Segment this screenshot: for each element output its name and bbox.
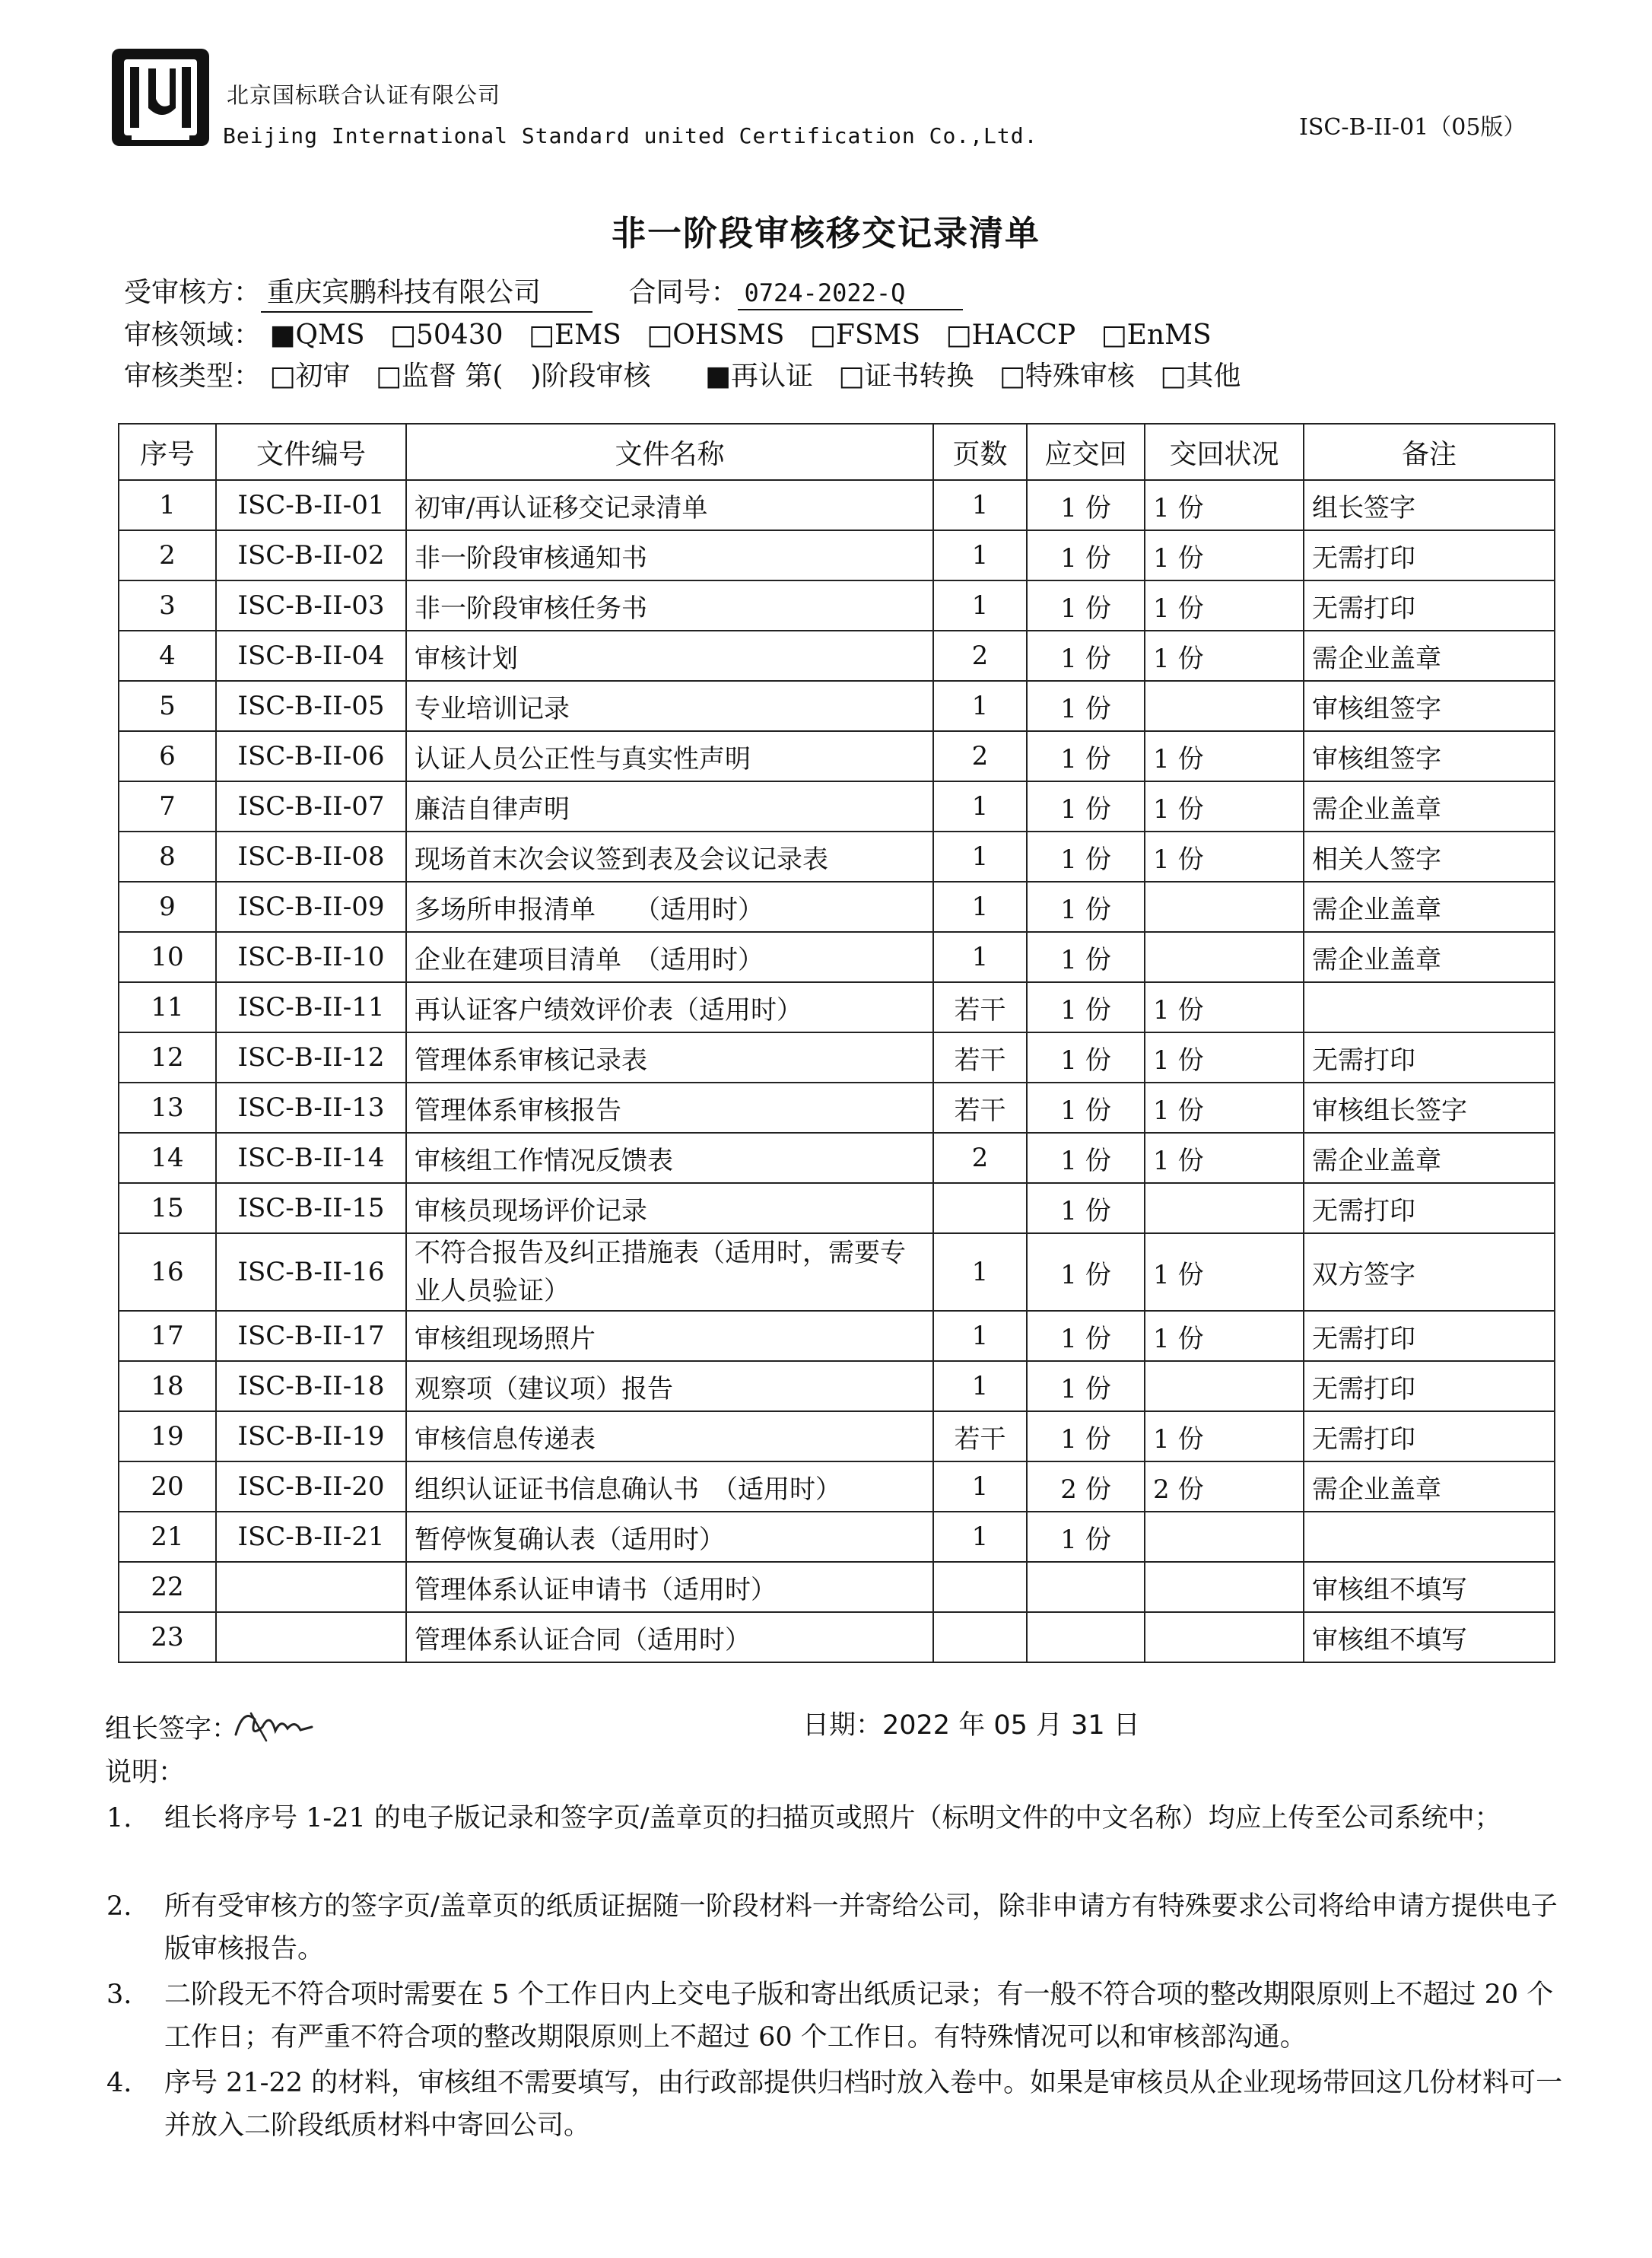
cell-remarks — [1304, 982, 1555, 1032]
cell-no: 11 — [119, 982, 216, 1032]
table-row — [119, 530, 1555, 580]
cell-file-name: 暂停恢复确认表（适用时） — [406, 1512, 933, 1562]
cell-remarks: 双方签字 — [1304, 1233, 1555, 1311]
cell-remarks: 需企业盖章 — [1304, 1133, 1555, 1183]
cell-returned — [1145, 1562, 1304, 1612]
cell-pages: 1 — [933, 1461, 1027, 1512]
cell-file-name: 初审/再认证移交记录清单 — [406, 480, 933, 530]
cell-file-name: 非一阶段审核通知书 — [406, 530, 933, 580]
domain-option: ■QMS — [269, 320, 365, 351]
cell-file-code: ISC-B-II-02 — [216, 530, 406, 580]
cell-no: 23 — [119, 1612, 216, 1662]
cell-file-name: 认证人员公正性与真实性声明 — [406, 731, 933, 781]
cell-remarks — [1304, 1512, 1555, 1562]
cell-returned: 1 份 — [1145, 1032, 1304, 1083]
table-row — [119, 982, 1555, 1032]
note-item — [106, 1885, 1567, 1970]
cell-due: 1 份 — [1027, 1133, 1145, 1183]
cell-remarks: 无需打印 — [1304, 530, 1555, 580]
cell-no: 10 — [119, 932, 216, 982]
cell-due: 1 份 — [1027, 1311, 1145, 1361]
table-row — [119, 1612, 1555, 1662]
cell-no: 19 — [119, 1411, 216, 1461]
contract-value: 0724-2022-Q — [738, 278, 963, 310]
cell-due: 1 份 — [1027, 1083, 1145, 1133]
cell-file-name: 审核组现场照片 — [406, 1311, 933, 1361]
cell-no: 16 — [119, 1233, 216, 1311]
note-item — [106, 2062, 1567, 2147]
auditee-value: 重庆宾鹏科技有限公司 — [261, 271, 592, 313]
table-row — [119, 1461, 1555, 1512]
cell-due: 1 份 — [1027, 731, 1145, 781]
cell-pages: 1 — [933, 781, 1027, 832]
cell-file-code: ISC-B-II-07 — [216, 781, 406, 832]
note-number: 4. — [106, 2068, 132, 2098]
document-code: ISC-B-II-01（05版） — [1299, 114, 1527, 141]
note-text: 二阶段无不符合项时需要在 5 个工作日内上交电子版和寄出纸质记录；有一般不符合项的整改期限原则上不超过 20 个工作日；有严重不符合项的整改期限原则上不超过 60 个工作日。有特殊情况可以和审核部沟通。 — [164, 1980, 1554, 2053]
cell-due: 1 份 — [1027, 681, 1145, 731]
cell-due: 1 份 — [1027, 932, 1145, 982]
cell-file-name: 审核信息传递表 — [406, 1411, 933, 1461]
cell-remarks: 无需打印 — [1304, 1311, 1555, 1361]
cell-pages: 1 — [933, 1233, 1027, 1311]
cell-pages — [933, 1183, 1027, 1233]
cell-pages: 若干 — [933, 1032, 1027, 1083]
domain-option: □HACCP — [945, 320, 1076, 351]
cell-file-name: 管理体系认证申请书（适用时） — [406, 1562, 933, 1612]
cell-file-name: 组织认证证书信息确认书 （适用时） — [406, 1461, 933, 1512]
cell-file-code: ISC-B-II-13 — [216, 1083, 406, 1133]
audit-type-line — [124, 355, 1257, 393]
cell-pages: 1 — [933, 882, 1027, 932]
cell-remarks: 无需打印 — [1304, 580, 1555, 631]
cell-no: 22 — [119, 1562, 216, 1612]
cell-remarks: 审核组不填写 — [1304, 1562, 1555, 1612]
contract-label: 合同号： — [628, 277, 739, 308]
cell-pages: 2 — [933, 731, 1027, 781]
cell-file-code: ISC-B-II-14 — [216, 1133, 406, 1183]
cell-remarks: 无需打印 — [1304, 1032, 1555, 1083]
cell-file-code: ISC-B-II-09 — [216, 882, 406, 932]
cell-file-code: ISC-B-II-11 — [216, 982, 406, 1032]
cell-due: 1 份 — [1027, 1361, 1145, 1411]
cell-file-name: 审核组工作情况反馈表 — [406, 1133, 933, 1183]
cell-file-name: 多场所申报清单 （适用时） — [406, 882, 933, 932]
cell-no: 18 — [119, 1361, 216, 1411]
cell-returned: 1 份 — [1145, 982, 1304, 1032]
cell-remarks: 需企业盖章 — [1304, 882, 1555, 932]
table-row — [119, 1083, 1555, 1133]
cell-file-code — [216, 1612, 406, 1662]
note-text: 序号 21-22 的材料，审核组不需要填写，由行政部提供归档时放入卷中。如果是审核员从企业现场带回这几份材料可一并放入二阶段纸质材料中寄回公司。 — [164, 2068, 1563, 2141]
col-header-remarks: 备注 — [1304, 424, 1555, 480]
table-row — [119, 1032, 1555, 1083]
table-header-row — [119, 424, 1555, 480]
company-logo — [109, 46, 212, 149]
cell-returned — [1145, 1183, 1304, 1233]
note-item — [106, 1797, 1567, 1840]
cell-no: 12 — [119, 1032, 216, 1083]
cell-no: 15 — [119, 1183, 216, 1233]
cell-pages: 1 — [933, 832, 1027, 882]
cell-returned: 1 份 — [1145, 1411, 1304, 1461]
cell-no: 21 — [119, 1512, 216, 1562]
cell-returned — [1145, 932, 1304, 982]
cell-returned: 1 份 — [1145, 1233, 1304, 1311]
table-row — [119, 631, 1555, 681]
cell-remarks: 组长签字 — [1304, 480, 1555, 530]
cell-file-code: ISC-B-II-21 — [216, 1512, 406, 1562]
cell-file-name: 审核员现场评价记录 — [406, 1183, 933, 1233]
cell-file-code: ISC-B-II-10 — [216, 932, 406, 982]
cell-returned: 1 份 — [1145, 1133, 1304, 1183]
cell-remarks: 审核组不填写 — [1304, 1612, 1555, 1662]
cell-no: 6 — [119, 731, 216, 781]
cell-pages: 1 — [933, 530, 1027, 580]
cell-due: 1 份 — [1027, 1032, 1145, 1083]
cell-pages: 1 — [933, 1512, 1027, 1562]
cell-file-code: ISC-B-II-15 — [216, 1183, 406, 1233]
cell-no: 1 — [119, 480, 216, 530]
table-row — [119, 731, 1555, 781]
cell-due: 1 份 — [1027, 480, 1145, 530]
cell-returned: 1 份 — [1145, 530, 1304, 580]
cell-pages — [933, 1562, 1027, 1612]
cell-returned: 1 份 — [1145, 580, 1304, 631]
cell-returned — [1145, 882, 1304, 932]
table-row — [119, 480, 1555, 530]
cell-file-code: ISC-B-II-12 — [216, 1032, 406, 1083]
cell-remarks: 无需打印 — [1304, 1411, 1555, 1461]
cell-file-code: ISC-B-II-04 — [216, 631, 406, 681]
cell-pages: 1 — [933, 932, 1027, 982]
note-number: 3. — [106, 1980, 132, 2010]
cell-file-name: 不符合报告及纠正措施表（适用时，需要专业人员验证） — [406, 1233, 933, 1311]
table-row — [119, 832, 1555, 882]
type-label: 审核类型： — [124, 361, 262, 392]
cell-no: 13 — [119, 1083, 216, 1133]
cell-returned: 1 份 — [1145, 731, 1304, 781]
cell-file-code: ISC-B-II-17 — [216, 1311, 406, 1361]
type-option: ■再认证 — [704, 361, 813, 392]
cell-returned — [1145, 1361, 1304, 1411]
cell-pages — [933, 1612, 1027, 1662]
cell-pages: 1 — [933, 480, 1027, 530]
cell-due: 1 份 — [1027, 1411, 1145, 1461]
cell-file-name: 管理体系审核记录表 — [406, 1032, 933, 1083]
date: 日期：2022 年 05 月 31 日 — [802, 1710, 1140, 1741]
note-item — [106, 1973, 1567, 2059]
cell-no: 20 — [119, 1461, 216, 1512]
table-row — [119, 1183, 1555, 1233]
cell-due — [1027, 1562, 1145, 1612]
type-option: □其他 — [1160, 361, 1241, 392]
cell-pages: 若干 — [933, 982, 1027, 1032]
cell-file-name: 管理体系审核报告 — [406, 1083, 933, 1133]
cell-file-code: ISC-B-II-20 — [216, 1461, 406, 1512]
type-option: □初审 — [269, 361, 351, 392]
type-option: □特殊审核 — [999, 361, 1135, 392]
table-row — [119, 681, 1555, 731]
leader-signature-label: 组长签字： — [105, 1714, 239, 1744]
cell-file-code: ISC-B-II-18 — [216, 1361, 406, 1411]
note-text: 所有受审核方的签字页/盖章页的纸质证据随一阶段材料一并寄给公司，除非申请方有特殊要求公司将给申请方提供电子版审核报告。 — [164, 1891, 1558, 1964]
cell-file-name: 再认证客户绩效评价表（适用时） — [406, 982, 933, 1032]
cell-file-code: ISC-B-II-19 — [216, 1411, 406, 1461]
cell-file-code: ISC-B-II-01 — [216, 480, 406, 530]
cell-file-code: ISC-B-II-08 — [216, 832, 406, 882]
auditee-line — [124, 271, 963, 313]
cell-file-name: 审核计划 — [406, 631, 933, 681]
cell-due: 1 份 — [1027, 580, 1145, 631]
domain-option: □OHSMS — [647, 320, 785, 351]
cell-remarks: 需企业盖章 — [1304, 1461, 1555, 1512]
cell-remarks: 审核组签字 — [1304, 681, 1555, 731]
col-header-returned: 交回状况 — [1145, 424, 1304, 480]
cell-returned — [1145, 681, 1304, 731]
cell-returned: 1 份 — [1145, 832, 1304, 882]
cell-pages: 1 — [933, 1361, 1027, 1411]
cell-no: 17 — [119, 1311, 216, 1361]
cell-due: 1 份 — [1027, 1512, 1145, 1562]
table-row — [119, 781, 1555, 832]
domain-option: □EnMS — [1101, 320, 1212, 351]
table-row — [119, 1233, 1555, 1311]
cell-file-code: ISC-B-II-06 — [216, 731, 406, 781]
company-name-cn: 北京国标联合认证有限公司 — [227, 82, 501, 108]
cell-pages: 1 — [933, 1311, 1027, 1361]
cell-returned: 1 份 — [1145, 631, 1304, 681]
type-option: □监督 第( )阶段审核 — [375, 361, 651, 392]
note-number: 1. — [106, 1803, 132, 1833]
cell-file-code: ISC-B-II-16 — [216, 1233, 406, 1311]
cell-remarks: 相关人签字 — [1304, 832, 1555, 882]
handwritten-signature — [228, 1697, 319, 1750]
cell-no: 7 — [119, 781, 216, 832]
domain-option: □EMS — [528, 320, 621, 351]
cell-pages: 1 — [933, 580, 1027, 631]
cell-pages: 若干 — [933, 1411, 1027, 1461]
cell-no: 14 — [119, 1133, 216, 1183]
handover-record-table — [118, 423, 1555, 1663]
cell-due: 1 份 — [1027, 631, 1145, 681]
domain-label: 审核领域： — [124, 320, 262, 351]
table-row — [119, 882, 1555, 932]
note-number: 2. — [106, 1891, 132, 1922]
table-row — [119, 1361, 1555, 1411]
cell-due: 1 份 — [1027, 1183, 1145, 1233]
cell-file-name: 现场首末次会议签到表及会议记录表 — [406, 832, 933, 882]
cell-file-name: 专业培训记录 — [406, 681, 933, 731]
cell-no: 9 — [119, 882, 216, 932]
cell-due: 1 份 — [1027, 530, 1145, 580]
cell-pages: 2 — [933, 631, 1027, 681]
table-row — [119, 580, 1555, 631]
col-header-file-name: 文件名称 — [406, 424, 933, 480]
notes-title: 说明： — [105, 1757, 186, 1788]
audit-domain-line — [124, 313, 1228, 352]
cell-returned: 2 份 — [1145, 1461, 1304, 1512]
cell-file-name: 企业在建项目清单 （适用时） — [406, 932, 933, 982]
table-row — [119, 1411, 1555, 1461]
cell-returned: 1 份 — [1145, 1311, 1304, 1361]
table-row — [119, 1311, 1555, 1361]
col-header-no: 序号 — [119, 424, 216, 480]
cell-due: 1 份 — [1027, 1233, 1145, 1311]
cell-file-name: 廉洁自律声明 — [406, 781, 933, 832]
cell-pages: 若干 — [933, 1083, 1027, 1133]
cell-no: 4 — [119, 631, 216, 681]
cell-due: 1 份 — [1027, 781, 1145, 832]
cell-returned: 1 份 — [1145, 480, 1304, 530]
cell-file-name: 观察项（建议项）报告 — [406, 1361, 933, 1411]
cell-no: 3 — [119, 580, 216, 631]
col-header-due: 应交回 — [1027, 424, 1145, 480]
table-row — [119, 1562, 1555, 1612]
cell-pages: 1 — [933, 681, 1027, 731]
cell-pages: 2 — [933, 1133, 1027, 1183]
cell-remarks: 审核组长签字 — [1304, 1083, 1555, 1133]
domain-option: □50430 — [389, 320, 504, 351]
cell-no: 5 — [119, 681, 216, 731]
cell-remarks: 无需打印 — [1304, 1361, 1555, 1411]
cell-due: 1 份 — [1027, 882, 1145, 932]
cell-remarks: 审核组签字 — [1304, 731, 1555, 781]
auditee-label: 受审核方： — [124, 277, 262, 308]
cell-due: 1 份 — [1027, 832, 1145, 882]
cell-no: 8 — [119, 832, 216, 882]
cell-returned — [1145, 1612, 1304, 1662]
table-row — [119, 1512, 1555, 1562]
cell-returned: 1 份 — [1145, 781, 1304, 832]
cell-due: 1 份 — [1027, 982, 1145, 1032]
cell-file-name: 管理体系认证合同（适用时） — [406, 1612, 933, 1662]
cell-returned: 1 份 — [1145, 1083, 1304, 1133]
table-row — [119, 932, 1555, 982]
cell-returned — [1145, 1512, 1304, 1562]
cell-no: 2 — [119, 530, 216, 580]
cell-remarks: 需企业盖章 — [1304, 781, 1555, 832]
cell-file-code — [216, 1562, 406, 1612]
document-title: 非一阶段审核移交记录清单 — [611, 213, 1040, 253]
cell-file-code: ISC-B-II-05 — [216, 681, 406, 731]
cell-remarks: 需企业盖章 — [1304, 631, 1555, 681]
cell-due — [1027, 1612, 1145, 1662]
cell-file-code: ISC-B-II-03 — [216, 580, 406, 631]
cell-remarks: 需企业盖章 — [1304, 932, 1555, 982]
type-option: □证书转换 — [838, 361, 974, 392]
domain-option: □FSMS — [809, 320, 921, 351]
note-text: 组长将序号 1-21 的电子版记录和签字页/盖章页的扫描页或照片（标明文件的中文名称）均应上传至公司系统中； — [164, 1803, 1501, 1833]
cell-file-name: 非一阶段审核任务书 — [406, 580, 933, 631]
col-header-pages: 页数 — [933, 424, 1027, 480]
col-header-file-code: 文件编号 — [216, 424, 406, 480]
table-row — [119, 1133, 1555, 1183]
company-name-en: Beijing International Standard united Certification Co.,Ltd. — [223, 123, 1038, 148]
cell-due: 2 份 — [1027, 1461, 1145, 1512]
cell-remarks: 无需打印 — [1304, 1183, 1555, 1233]
